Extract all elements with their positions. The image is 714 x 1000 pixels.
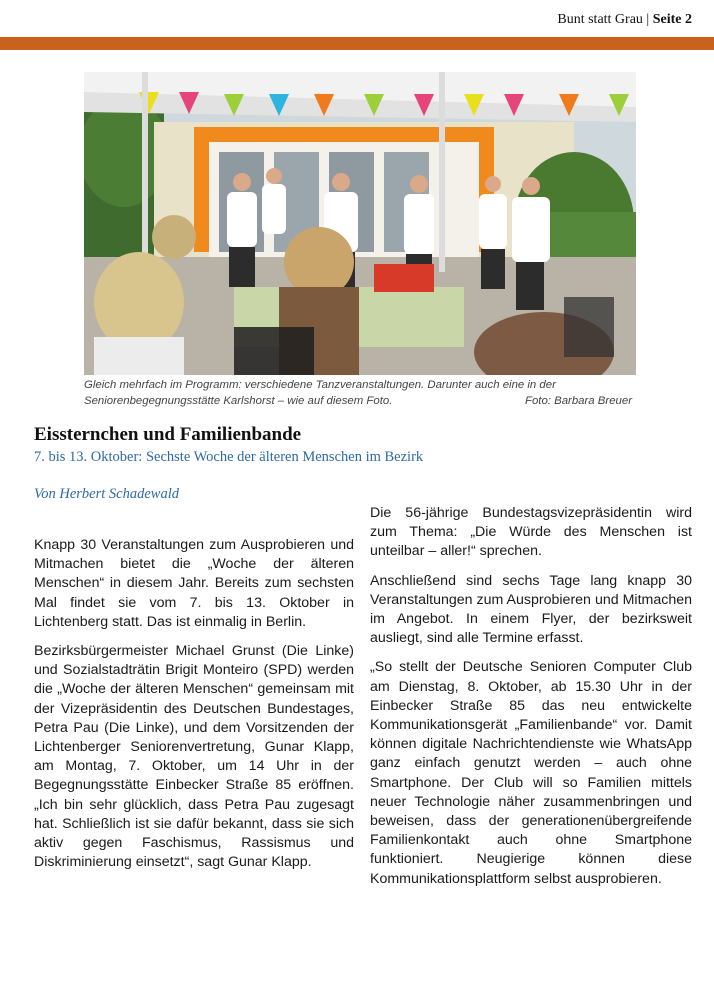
photo-caption bbox=[84, 377, 636, 409]
paragraph: Die 56-jährige Bundestagsvizepräsidentin wird zum Thema: „Die Würde des Menschen ist unteilbar – aller!“ sprechen. bbox=[370, 505, 692, 560]
article-subheadline: 7. bis 13. Oktober: Sechste Woche der älteren Menschen im Bezirk bbox=[34, 449, 424, 465]
publication-name: Bunt statt Grau bbox=[557, 12, 643, 27]
paragraph: „So stellt der Deutsche Senioren Computer Club am Dienstag, 8. Oktober, ab 15.30 Uhr in der Einbecker Straße 85 das neu entwickelte Kommunikationsgerät „Familienbande“ vor. Damit können digitale Nachrichtendienste wie WhatsApp ganz einfach genutzt werden – auch ohne Smartphone. Der Club will so Familien mittels neuer Technologie näher zusammenbringen und beweisen, dass der generationenübergreifende Familienkontakt auch ohne Smartphone funktioniert. Neugierige können diese Kommunikationsplattform selbst ausprobieren. bbox=[370, 659, 692, 887]
article-headline: Eissternchen und Familienbande bbox=[34, 424, 302, 445]
paragraph: Anschließend sind sechs Tage lang knapp 30 Veranstaltungen zum Ausprobieren und Mitmachen im Angebot. In einem Flyer, der bezirksweit ausliegt, sind alle Termine erfasst. bbox=[370, 572, 692, 647]
article-byline: Von Herbert Schadewald bbox=[34, 486, 179, 502]
paragraph: Bezirksbürgermeister Michael Grunst (Die Linke) und Sozialstadträtin Brigit Monteiro (SPD) werden die „Woche der älteren Menschen“ gemeinsam mit der Vizepräsidentin des Deutschen Bundestages, Petra Pau (Die Linke), und dem Vorsitzenden der Lichtenberger Seniorenvertretung, Gunar Klapp, am Montag, 7. Oktober, um 14 Uhr in der Begegnungsstätte Einbecker Straße 85 eröffnen. „Ich bin sehr glücklich, dass Petra Pau zugesagt hat. Schließlich ist sie dafür bekannt, dass sie sich aktiv gegen Faschismus, Rassismus und Diskriminierung einsetzt“, sagt Gunar Klapp. bbox=[34, 643, 354, 871]
header-rule bbox=[0, 37, 714, 50]
article-photo bbox=[84, 72, 636, 375]
paragraph: Knapp 30 Veranstaltungen zum Ausprobieren und Mitmachen bietet die „Woche der älteren Menschen“ in diesem Jahr. Bereits zum sechsten Mal findet sie vom 7. bis 13. Oktober in Lichtenberg statt. Das ist einmalig in Berlin. bbox=[34, 537, 354, 630]
article-column-left bbox=[34, 536, 354, 882]
photo-credit: Foto: Barbara Breuer bbox=[525, 395, 632, 407]
caption-text: Gleich mehrfach im Programm: verschiedene Tanzveranstaltungen. Darunter auch eine in der Seniorenbegegnungsstätte Karlshorst – wie auf diesem Foto. bbox=[84, 379, 556, 407]
article-column-right bbox=[370, 504, 692, 899]
header-separator: | bbox=[646, 12, 650, 27]
page-number: Seite 2 bbox=[652, 12, 692, 27]
page-header bbox=[557, 12, 692, 28]
